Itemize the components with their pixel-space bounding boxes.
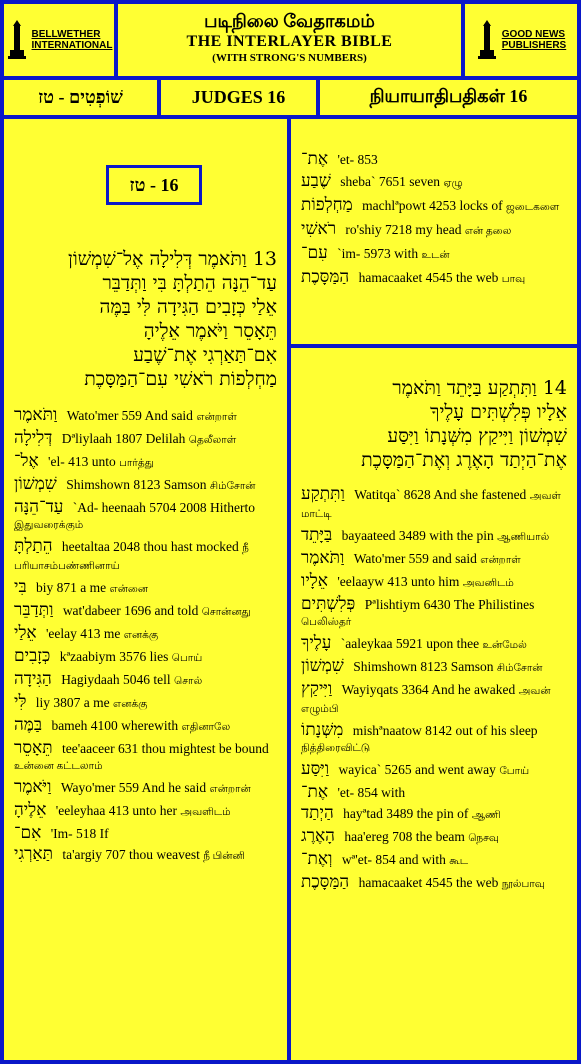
- tamil-gloss: சிம்சோன்: [209, 481, 256, 492]
- gloss-text: hamacaaket 4545 the web: [355, 270, 502, 285]
- gloss-text: Watitqa` 8628 And she fastened: [350, 487, 530, 502]
- hebrew-word: לִּי: [14, 692, 27, 712]
- word-entry: [14, 453, 277, 472]
- verse-line: מַחְלְפוֹת רֹאשִׁי עִם־הַמַּסָּכֶת: [84, 368, 277, 390]
- tamil-gloss: அவனிடம்: [462, 578, 514, 589]
- hebrew-word: אֵלֶיהָ: [14, 800, 47, 820]
- hebrew-word: בַּמֶּה: [14, 715, 43, 735]
- word-entry: [301, 245, 567, 264]
- word-entry: [14, 846, 277, 865]
- word-entry: [14, 602, 277, 621]
- hebrew-word: שֶׁבַע: [301, 171, 331, 191]
- tamil-gloss: பெலிஸ்தர்: [301, 617, 352, 628]
- word-entry: [301, 221, 567, 240]
- word-entry: [14, 825, 277, 842]
- word-entry: [301, 784, 567, 801]
- verse-line: תֵּאָסֵר וַיֹּאמֶר אֵלֶיהָ: [143, 320, 277, 342]
- hebrew-word: אֶל־: [14, 451, 39, 471]
- word-entry: [14, 407, 277, 426]
- word-entry: [301, 658, 567, 677]
- verse-line: אִם־תַּאַרְגִי אֶת־שֶׁבַע: [133, 344, 277, 366]
- word-entry: [14, 476, 277, 495]
- hebrew-word: עַד־הֵנָּה: [14, 497, 64, 517]
- nav-english-book: [161, 80, 316, 115]
- word-entry: [301, 550, 567, 569]
- title-english: THE INTERLAYER BIBLE: [186, 33, 393, 50]
- hebrew-word: תֵּאָסֵר: [14, 738, 53, 758]
- hebrew-word: וַיִּסַּע: [301, 759, 330, 779]
- building-tower-icon: [476, 20, 498, 60]
- gloss-text: heetaltaa 2048 thou hast mocked: [58, 539, 243, 554]
- gloss-text: Wayo'mer 559 And he said: [57, 780, 210, 795]
- hebrew-word: אִם־: [14, 823, 42, 843]
- gloss-text: `aaleykaa 5921 upon thee: [337, 636, 483, 651]
- left-logo-line1: BELLWETHER: [31, 29, 101, 40]
- hebrew-word: פְּלִשְׁתִּים: [301, 594, 356, 614]
- nav-tamil-label: நியாயாதிபதிகள் 16: [369, 86, 528, 106]
- hebrew-word: וַתִּתְקַע: [301, 484, 345, 504]
- chapter-label-text: 16 - טז: [129, 174, 179, 195]
- title-tamil: படிநிலை வேதாகமம்: [204, 11, 375, 31]
- tamil-gloss: எனக்கு: [123, 630, 159, 641]
- word-entry: [301, 527, 567, 546]
- right-bottom-column: [291, 348, 577, 1060]
- tamil-gloss: தெலீலாள்: [188, 435, 237, 446]
- word-entry: [14, 717, 277, 736]
- hebrew-word: שִׁמְשׁוֹן: [301, 656, 344, 676]
- verse-line: 13 וַתֹּאמֶר דְּלִילָה אֶל־שִׁמְשׁוֹן: [67, 248, 277, 270]
- gloss-text: 'et- 853: [334, 152, 378, 167]
- tamil-gloss: ஆணியால்: [497, 532, 550, 543]
- word-entry: [301, 197, 567, 216]
- verse-line: אֵלַי כְּזָבִים הַגִּידָה לִּי בַּמֶּה: [99, 296, 277, 318]
- nav-hebrew-label: שׁוֹפְטִים - טז: [38, 87, 123, 107]
- hebrew-word: וַתְּדַבֵּר: [14, 600, 54, 620]
- tamil-gloss: இதுவரைக்கும்: [14, 520, 84, 531]
- verse-line: אֵלָיו פְּלִשְׁתִּים עָלֶיךָ: [430, 401, 567, 423]
- gloss-text: `Ad- heenaah 5704 2008 Hitherto: [69, 500, 255, 515]
- word-entry: [14, 802, 277, 821]
- hebrew-word: כְּזָבִים: [14, 646, 51, 666]
- tamil-gloss: உன்மேல்: [482, 640, 527, 651]
- gloss-text: bayaateed 3489 with the pin: [338, 528, 498, 543]
- word-entry: [301, 761, 567, 780]
- word-entry: [301, 573, 567, 592]
- gloss-text: sheba` 7651 seven: [336, 174, 444, 189]
- word-entry: [301, 596, 567, 631]
- verse-14-hebrew: [301, 376, 567, 472]
- gloss-text: biy 871 a me: [32, 580, 110, 595]
- word-entry: [301, 486, 567, 523]
- hebrew-word: וַתֹּאמֶר: [301, 548, 345, 568]
- word-entry: [301, 828, 567, 847]
- tamil-gloss: ஆணி: [471, 810, 501, 821]
- word-entry: [301, 635, 567, 654]
- verse-line: אֶת־הַיְתַד הָאֶרֶג וְאֶת־הַמַּסָּכֶת: [361, 449, 567, 471]
- tamil-gloss: நீ பரியாசம்பண்ணினாய்: [14, 543, 249, 572]
- gloss-text: ro'shiy 7218 my head: [342, 222, 465, 237]
- gloss-text: Wato'mer 559 and said: [350, 551, 481, 566]
- gloss-text: bameh 4100 wherewith: [48, 718, 182, 733]
- gloss-text: liy 3807 a me: [32, 695, 114, 710]
- tamil-gloss: ஏழு: [443, 178, 463, 189]
- gloss-text: wat'dabeer 1696 and told: [59, 603, 202, 618]
- word-entry: [14, 538, 277, 575]
- gloss-text: Hagiydaah 5046 tell: [57, 672, 175, 687]
- nav-english-label: JUDGES 16: [191, 87, 286, 107]
- tamil-gloss: நெசவு: [468, 833, 499, 844]
- hebrew-word: שִׁמְשׁוֹן: [14, 474, 57, 494]
- hebrew-word: אֶת־: [301, 149, 329, 169]
- hebrew-word: וְאֶת־: [301, 849, 333, 869]
- hebrew-word: הַגִּידָה: [14, 669, 52, 689]
- word-entry: [14, 648, 277, 667]
- word-entry: [301, 269, 567, 288]
- nav-hebrew-book: [4, 80, 157, 115]
- tamil-gloss: சொன்னது: [201, 607, 251, 618]
- tamil-gloss: என்றான்: [209, 784, 251, 795]
- verse-line: עַד־הֵנָּה הֵתַלְתָּ בִּי וַתְּדַבֵּר: [102, 272, 277, 294]
- word-entry: [14, 430, 277, 449]
- gloss-text: haa'ereg 708 the beam: [340, 829, 469, 844]
- building-tower-icon: [6, 20, 28, 60]
- title-subtitle: (WITH STRONG'S NUMBERS): [212, 52, 367, 64]
- tamil-gloss: பாவு: [501, 274, 526, 285]
- header-title-block: [118, 4, 461, 76]
- word-entry: [14, 694, 277, 713]
- hebrew-word: אֶת־: [301, 782, 329, 802]
- hebrew-word: דְּלִילָה: [14, 428, 53, 448]
- bellwether-logo: [4, 4, 114, 76]
- left-logo-line2: INTERNATIONAL: [31, 40, 113, 51]
- gloss-text: Pªlishtiym 6430 The Philistines: [361, 597, 535, 612]
- verse-line: 14 וַתִּתְקַע בַּיָּתֵד וַתֹּאמֶר: [392, 377, 567, 399]
- hebrew-word: הַמַּסָּכֶת: [301, 872, 350, 892]
- gloss-text: tee'aaceer 631 thou mightest be bound: [58, 741, 269, 756]
- tamil-gloss: பார்த்து: [119, 458, 154, 469]
- hebrew-word: תַּאַרְגִי: [14, 844, 53, 864]
- left-word-list: [14, 407, 277, 865]
- word-entry: [301, 681, 567, 718]
- right-logo-line1: GOOD NEWS: [501, 29, 566, 40]
- gloss-text: kªzaabiym 3576 lies: [56, 649, 172, 664]
- gloss-text: Shimshown 8123 Samson: [62, 477, 210, 492]
- verse-line: שִׁמְשׁוֹן וַיִּיקַץ מִשְּׁנָתוֹ וַיִּסַּע: [387, 425, 567, 447]
- hebrew-word: וַתֹּאמֶר: [14, 405, 58, 425]
- tamil-gloss: என் தலை: [464, 226, 512, 237]
- tamil-gloss: என்னை: [109, 584, 149, 595]
- tamil-gloss: அவளிடம்: [180, 807, 231, 818]
- tamil-gloss: என்றாள்: [480, 555, 521, 566]
- word-entry: [14, 579, 277, 598]
- gloss-text: 'et- 854 with: [334, 785, 406, 800]
- gloss-text: wª'et- 854 and with: [338, 852, 450, 867]
- hebrew-word: וַיִּיקַץ: [301, 679, 333, 699]
- word-entry: [301, 805, 567, 824]
- gloss-text: ta'argiy 707 thou weavest: [59, 847, 204, 862]
- hebrew-word: אֵלַי: [14, 623, 37, 643]
- gloss-text: Dªliylaah 1807 Delilah: [58, 431, 189, 446]
- gloss-text: mishªnaatow 8142 out of his sleep: [349, 723, 538, 738]
- gloss-text: hamacaaket 4545 the web: [355, 875, 502, 890]
- gloss-text: Wato'mer 559 And said: [63, 408, 197, 423]
- gloss-text: 'eelaayw 413 unto him: [333, 574, 463, 589]
- word-entry: [14, 671, 277, 690]
- tamil-gloss: உன்னை கட்டலாம்: [14, 761, 103, 772]
- gloss-text: machlªpowt 4253 locks of: [358, 198, 507, 213]
- tamil-gloss: போய்: [499, 766, 530, 777]
- tamil-gloss: என்றாள்: [196, 412, 237, 423]
- gloss-text: 'eelay 413 me: [42, 626, 124, 641]
- chapter-label: [106, 165, 202, 205]
- hebrew-word: רֹאשִׁי: [301, 219, 337, 239]
- word-entry: [14, 499, 277, 534]
- gloss-text: Shimshown 8123 Samson: [349, 659, 497, 674]
- nav-tamil-book: [320, 80, 577, 115]
- tamil-gloss: கூட: [449, 856, 469, 867]
- gloss-text: 'Im- 518 If: [47, 826, 109, 841]
- hebrew-word: מִשְּׁנָתוֹ: [301, 720, 344, 740]
- hebrew-word: וַיֹּאמֶר: [14, 777, 52, 797]
- left-column: [4, 119, 287, 1060]
- hebrew-word: הַמַּסָּכֶת: [301, 267, 350, 287]
- verse-13-hebrew: [14, 247, 277, 391]
- tamil-gloss: பொய்: [171, 653, 203, 664]
- gloss-text: 'el- 413 unto: [44, 454, 120, 469]
- hebrew-word: עִם־: [301, 243, 328, 263]
- word-entry: [301, 173, 567, 192]
- good-news-logo: [465, 4, 577, 76]
- hebrew-word: הַיְתַד: [301, 803, 334, 823]
- tamil-gloss: சிம்சோன்: [496, 663, 543, 674]
- tamil-gloss: சொல்: [174, 676, 203, 687]
- tamil-gloss: நித்திரைவிட்டு: [301, 743, 371, 754]
- right-bottom-word-list: [301, 486, 567, 893]
- hebrew-word: הָאֶרֶג: [301, 826, 335, 846]
- tamil-gloss: அவன் எழும்பி: [301, 686, 551, 715]
- hebrew-word: בִּי: [14, 577, 27, 597]
- word-entry: [301, 851, 567, 870]
- tamil-gloss: எனக்கு: [113, 699, 148, 710]
- word-entry: [14, 625, 277, 644]
- right-top-column: [291, 119, 577, 344]
- tamil-gloss: அவள் மாட்டி: [301, 491, 561, 520]
- word-entry: [14, 740, 277, 775]
- word-entry: [301, 722, 567, 757]
- gloss-text: wayica` 5265 and went away: [335, 762, 500, 777]
- tamil-gloss: நூல்பாவு: [501, 879, 545, 890]
- tamil-gloss: நீ பின்னி: [203, 851, 245, 862]
- gloss-text: Wayiyqats 3364 And he awaked: [338, 682, 519, 697]
- word-entry: [301, 151, 567, 168]
- tamil-gloss: உடன்: [421, 250, 450, 261]
- word-entry: [301, 874, 567, 893]
- right-logo-line2: PUBLISHERS: [501, 40, 567, 51]
- hebrew-word: הֵתַלְתָּ: [14, 536, 53, 556]
- right-top-word-list: [301, 151, 567, 288]
- gloss-text: `im- 5973 with: [333, 246, 422, 261]
- tamil-gloss: எதினாலே: [181, 722, 231, 733]
- gloss-text: 'eeleyhaa 413 unto her: [52, 803, 181, 818]
- hebrew-word: בַּיָּתֵד: [301, 525, 333, 545]
- hebrew-word: אֵלָיו: [301, 571, 328, 591]
- tamil-gloss: ஜடைகளை: [506, 202, 560, 213]
- hebrew-word: מַחְלְפוֹת: [301, 195, 353, 215]
- hebrew-word: עָלֶיךָ: [301, 633, 332, 653]
- gloss-text: hayªtad 3489 the pin of: [339, 806, 472, 821]
- word-entry: [14, 779, 277, 798]
